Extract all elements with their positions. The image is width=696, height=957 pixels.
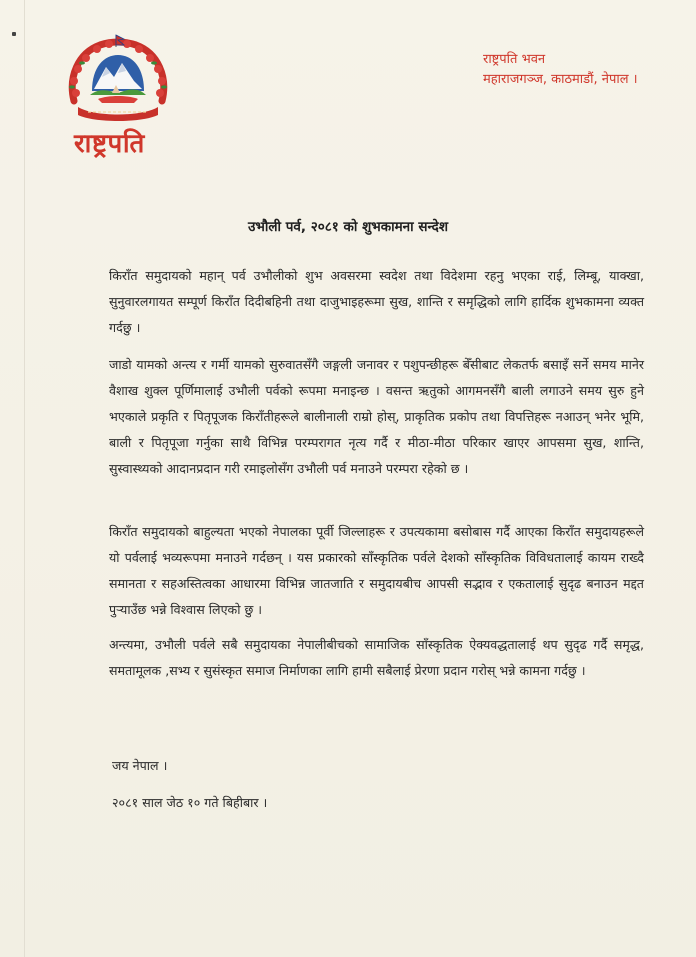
letter-date: २०८१ साल जेठ १० गते बिहीबार । (112, 795, 268, 810)
paragraph-3: किराँत समुदायको बाहुल्यता भएको नेपालका पूर्वी जिल्लाहरू र उपत्यकामा बसोबास गर्दै आएका किराँत समुदायहरूले यो पर्वलाई भव्यरूपमा मनाउने गर्दछन् । यस प्रकारको साँस्कृतिक पर्वले देशको साँस्कृतिक विविधतालाई कायम राख्दै समानता र सहअस्तित्वका आधारमा विभिन्न जातजाति र समुदायबीच आपसी सद्भाव र एकतालाई सुदृढ बनाउन मद्दत पुऱ्याउँछ भन्ने विश्वास लिएको छु । (109, 524, 644, 617)
emblem-title: राष्ट्रपति (74, 129, 145, 159)
closing-salutation: जय नेपाल । (112, 758, 168, 773)
paragraph-2: जाडो यामको अन्त्य र गर्मी यामको सुरुवातसँगै जङ्गली जनावर र पशुपन्छीहरू बेँसीबाट लेकतर्फ बसाइँ सर्ने समय मानेर वैशाख शुक्ल पूर्णिमालाई उभौली पर्वको रूपमा मनाइन्छ । वसन्त ऋतुको आगमनसँगै बाली लगाउने समय सुरु हुने भएकाले प्रकृति र पितृपूजक किराँतीहरूले बालीनाली राम्रो होस्, प्राकृतिक प्रकोप तथा विपत्तिहरू नआउन् भनेर भूमि, बाली र पितृपूजा गर्नुका साथै विभिन्न परम्परागत नृत्य गर्दै र मीठा-मीठा परिकार खाएर आपसमा सुख, शान्ति, सुस्वास्थ्यको आदानप्रदान गरी रमाइलोसँग उभौली पर्व मनाउने परम्परा रहेको छ । (109, 357, 644, 476)
scan-mark (12, 32, 16, 36)
paragraph-4: अन्त्यमा, उभौली पर्वले सबै समुदायका नेपालीबीचको सामाजिक साँस्कृतिक ऐक्यवद्धतालाई थप सुदृढ गर्दै समृद्ध, समतामूलक ,सभ्य र सुसंस्कृत समाज निर्माणका लागि हामी सबैलाई प्रेरणा प्रदान गरोस् भन्ने कामना गर्दछु । (109, 637, 644, 678)
office-address: महाराजगञ्ज, काठमाडौं, नेपाल । (483, 72, 638, 87)
nepal-emblem-icon (64, 33, 172, 123)
office-address-block (483, 50, 638, 90)
paragraph-1: किराँत समुदायको महान् पर्व उभौलीको शुभ अवसरमा स्वदेश तथा विदेशमा रहनु भएका राई, लिम्बू, याक्खा, सुनुवारलगायत सम्पूर्ण किराँत दिदीबहिनी तथा दाजुभाइहरूमा सुख, शान्ति र समृद्धिको लागि हार्दिक शुभकामना व्यक्त गर्दछु । (109, 268, 644, 335)
office-name: राष्ट्रपति भवन (483, 52, 546, 67)
letter-title: उभौली पर्व, २०८१ को शुभकामना सन्देश (247, 219, 449, 235)
